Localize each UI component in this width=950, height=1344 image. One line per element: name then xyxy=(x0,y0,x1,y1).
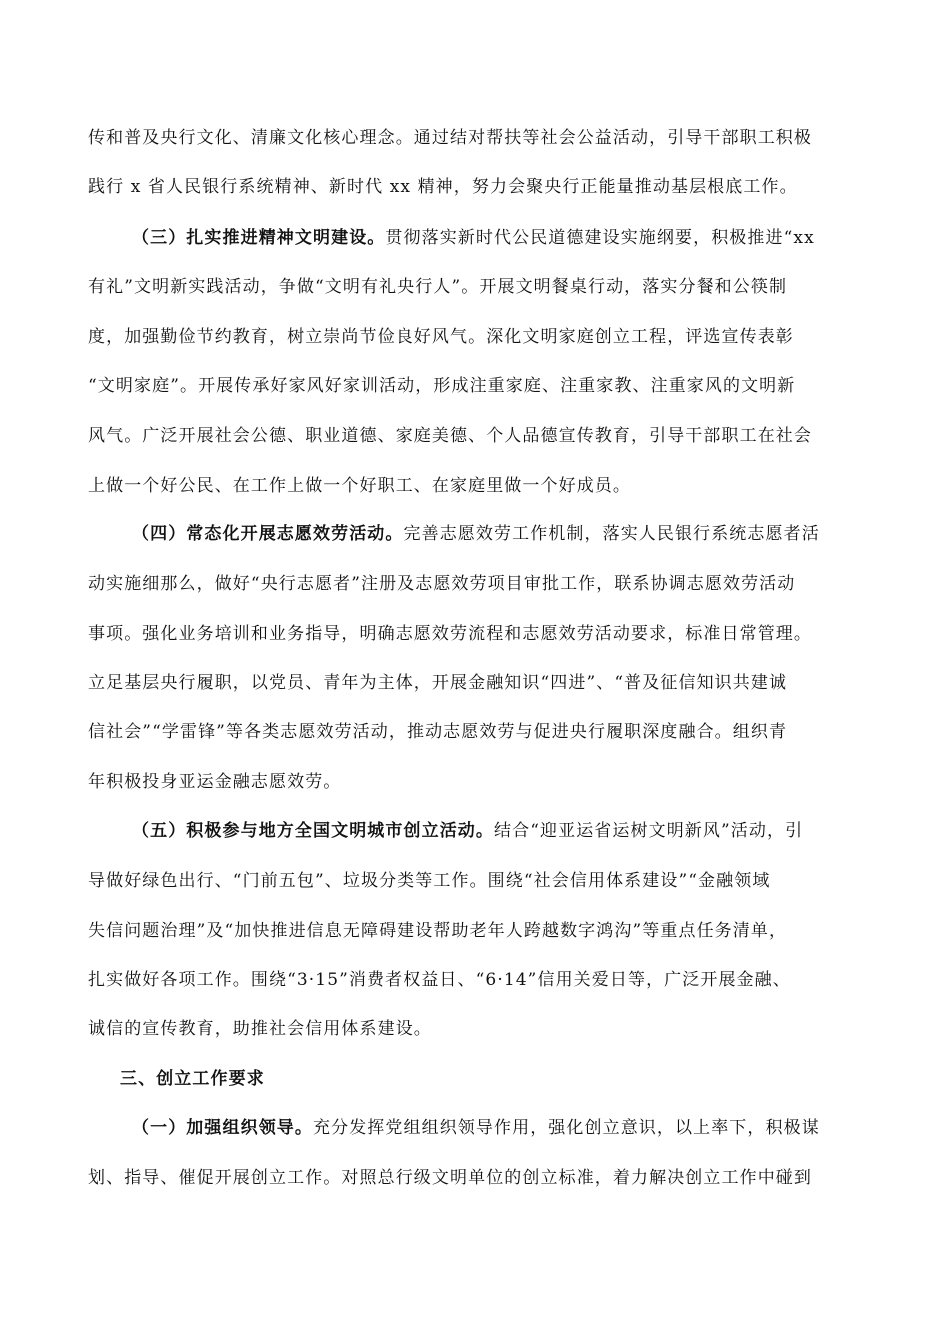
subheading-5: （五）积极参与地方全国文明城市创立活动。 xyxy=(132,821,494,841)
paragraph-line: “文明家庭”。开展传承好家风好家训活动，形成注重家庭、注重家教、注重家风的文明新 xyxy=(88,376,796,396)
subheading-1: （一）加强组织领导。 xyxy=(132,1118,313,1138)
paragraph-line: 上做一个好公民、在工作上做一个好职工、在家庭里做一个好成员。 xyxy=(88,476,631,496)
paragraph-text: 完善志愿效劳工作机制，落实人民银行系统志愿者活 xyxy=(403,524,820,544)
paragraph-line: 立足基层央行履职，以党员、青年为主体，开展金融知识“四进”、“普及征信知识共建诚 xyxy=(88,673,788,693)
paragraph-line: 践行 x 省人民银行系统精神、新时代 xx 精神，努力会聚央行正能量推动基层根底工作。 xyxy=(88,177,798,197)
paragraph-line: 动实施细那么，做好“央行志愿者”注册及志愿效劳项目审批工作，联系协调志愿效劳活动 xyxy=(88,574,796,594)
paragraph-line: 风气。广泛开展社会公德、职业道德、家庭美德、个人品德宣传教育，引导干部职工在社会 xyxy=(88,426,812,446)
subheading-4: （四）常态化开展志愿效劳活动。 xyxy=(132,524,404,544)
paragraph-line: 有礼”文明新实践活动，争做“文明有礼央行人”。开展文明餐桌行动，落实分餐和公筷制 xyxy=(88,277,788,297)
paragraph-line: 信社会”“学雷锋”等各类志愿效劳活动，推动志愿效劳与促进央行履职深度融合。组织青 xyxy=(88,722,788,742)
paragraph-first-line xyxy=(132,522,820,546)
paragraph-line: 年积极投身亚运金融志愿效劳。 xyxy=(88,772,342,792)
paragraph-line: 事项。强化业务培训和业务指导，明确志愿效劳流程和志愿效劳活动要求，标准日常管理。 xyxy=(88,624,812,644)
paragraph-text: 贯彻落实新时代公民道德建设实施纲要，积极推进“xx xyxy=(385,228,815,248)
paragraph-text: 充分发挥党组组织领导作用，强化创立意识，以上率下，积极谋 xyxy=(313,1118,820,1138)
paragraph-line: 诚信的宣传教育，助推社会信用体系建设。 xyxy=(88,1019,432,1039)
section-title: 三、创立工作要求 xyxy=(120,1069,265,1089)
paragraph-line: 传和普及央行文化、清廉文化核心理念。通过结对帮扶等社会公益活动，引导干部职工积极 xyxy=(88,128,812,148)
paragraph-line: 导做好绿色出行、“门前五包”、垃圾分类等工作。围绕“社会信用体系建设”“金融领域 xyxy=(88,871,771,891)
paragraph-line: 扎实做好各项工作。围绕“3·15”消费者权益日、“6·14”信用关爱日等，广泛开展金融、 xyxy=(88,970,791,990)
paragraph-first-line xyxy=(132,226,815,250)
paragraph-text: 结合“迎亚运省运树文明新风”活动，引 xyxy=(494,821,804,841)
paragraph-first-line xyxy=(132,819,803,843)
subheading-3: （三）扎实推进精神文明建设。 xyxy=(132,228,386,248)
paragraph-first-line xyxy=(132,1116,820,1140)
paragraph-line: 划、指导、催促开展创立工作。对照总行级文明单位的创立标准，着力解决创立工作中碰到 xyxy=(88,1168,812,1188)
paragraph-line: 度，加强勤俭节约教育，树立崇尚节俭良好风气。深化文明家庭创立工程，评选宣传表彰 xyxy=(88,327,794,347)
paragraph-line: 失信问题治理”及“加快推进信息无障碍建设帮助老年人跨越数字鸿沟”等重点任务清单， xyxy=(88,921,788,941)
